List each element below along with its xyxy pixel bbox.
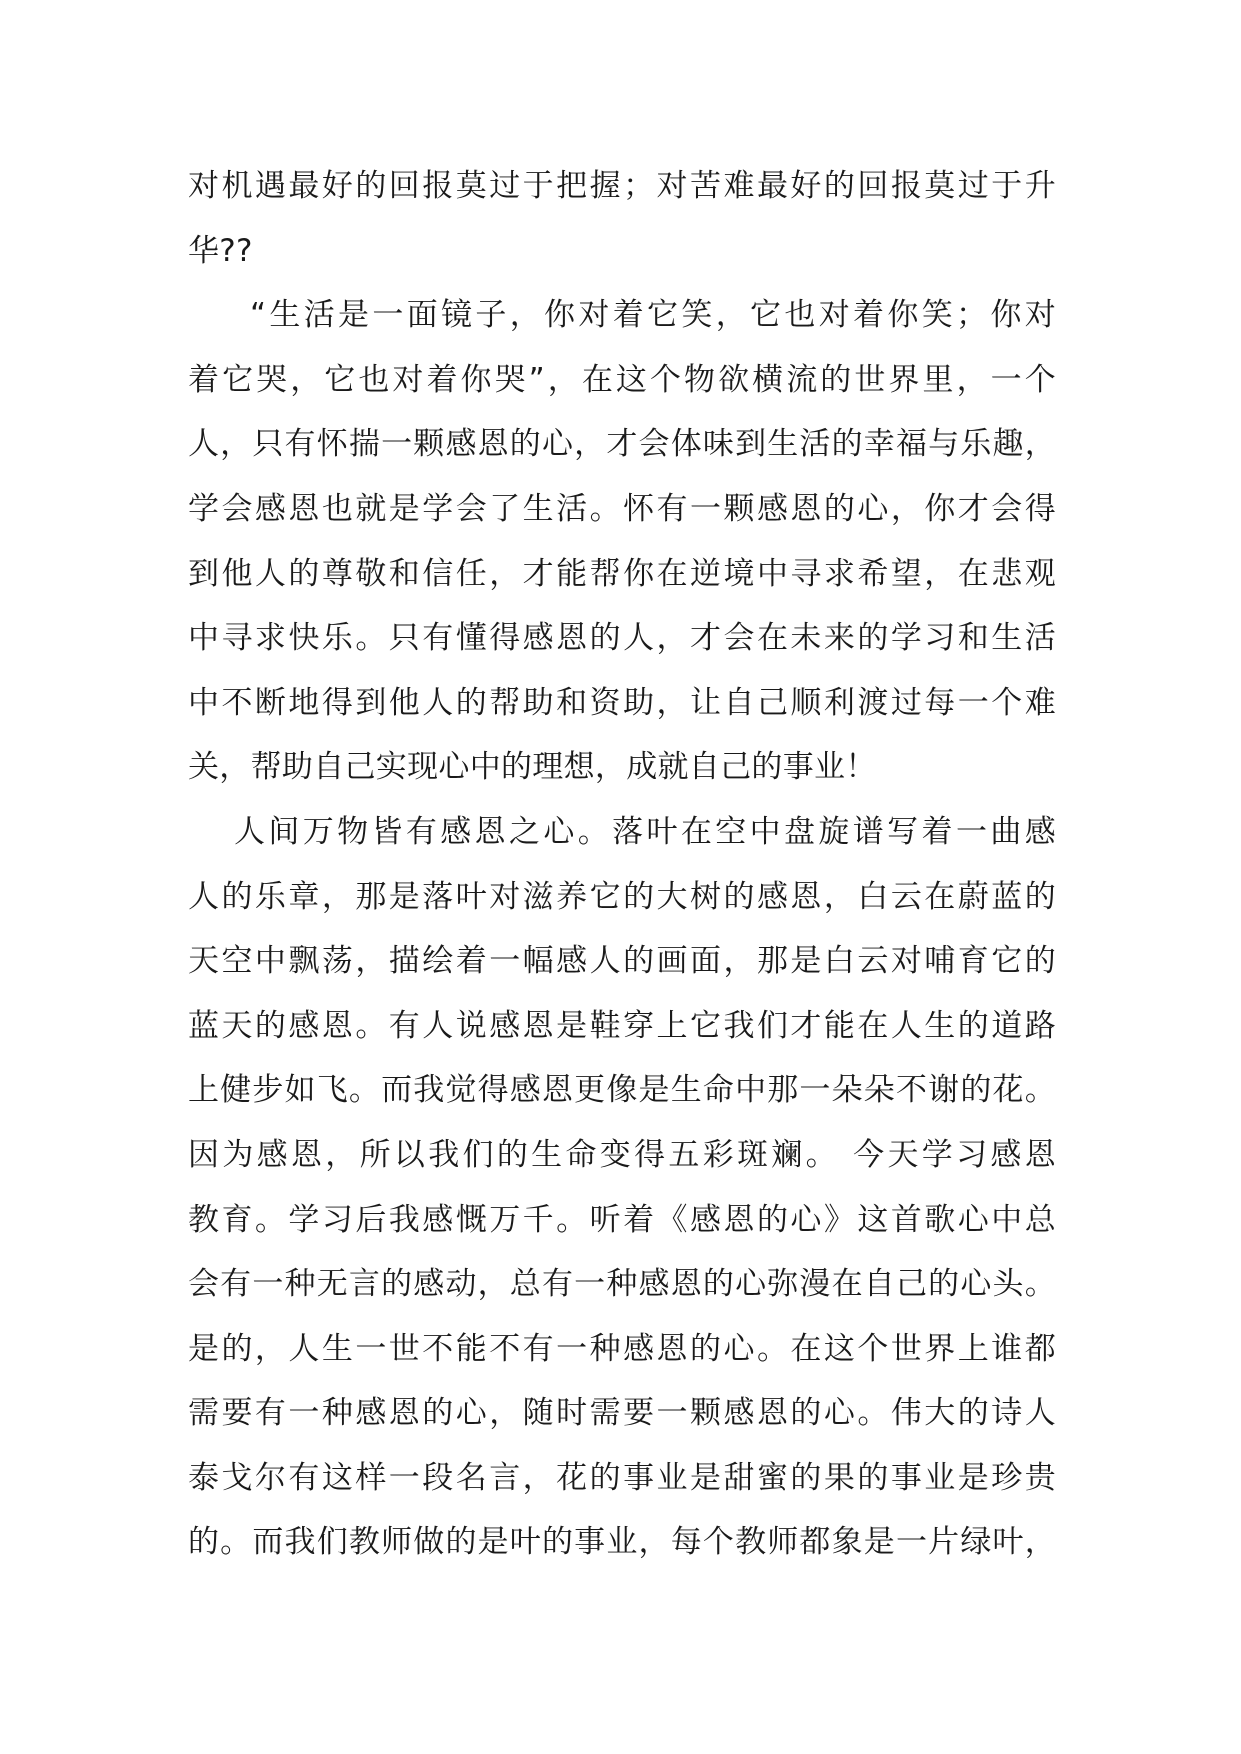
text-line: 是的，人生一世不能不有一种感恩的心。在这个世界上谁都: [188, 1330, 1056, 1367]
paragraph-first-line: 人间万物皆有感恩之心。落叶在空中盘旋谱写着一曲感: [234, 813, 1056, 850]
text-line: 需要有一种感恩的心，随时需要一颗感恩的心。伟大的诗人: [188, 1395, 1056, 1432]
text-line: 人，只有怀揣一颗感恩的心，才会体味到生活的幸福与乐趣，: [188, 426, 1056, 463]
text-line: 泰戈尔有这样一段名言，花的事业是甜蜜的果的事业是珍贵: [188, 1459, 1056, 1496]
text-line: 会有一种无言的感动，总有一种感恩的心弥漫在自己的心头。: [188, 1266, 1056, 1303]
text-line: 教育。学习后我感慨万千。听着《感恩的心》这首歌心中总: [188, 1201, 1056, 1238]
document-body: [188, 154, 1056, 1575]
text-line: 蓝天的感恩。有人说感恩是鞋穿上它我们才能在人生的道路: [188, 1007, 1056, 1044]
text-line: 华??: [188, 232, 253, 269]
text-line: 着它哭，它也对着你哭”，在这个物欲横流的世界里，一个: [188, 361, 1056, 398]
text-line: 中不断地得到他人的帮助和资助，让自己顺利渡过每一个难: [188, 684, 1056, 721]
text-line: 关，帮助自己实现心中的理想，成就自己的事业！: [188, 749, 877, 786]
text-line: 对机遇最好的回报莫过于把握；对苦难最好的回报莫过于升: [188, 168, 1056, 204]
text-line: 因为感恩，所以我们的生命变得五彩斑斓。 今天学习感恩: [188, 1136, 1056, 1173]
text-line: 人的乐章，那是落叶对滋养它的大树的感恩，白云在蔚蓝的: [188, 878, 1056, 915]
text-line: 到他人的尊敬和信任，才能帮你在逆境中寻求希望，在悲观: [188, 555, 1056, 592]
text-line: 上健步如飞。而我觉得感恩更像是生命中那一朵朵不谢的花。: [188, 1072, 1056, 1109]
text-line: 学会感恩也就是学会了生活。怀有一颗感恩的心，你才会得: [188, 490, 1056, 527]
text-line: 中寻求快乐。只有懂得感恩的人，才会在未来的学习和生活: [188, 620, 1056, 657]
paragraph-first-line: “生活是一面镜子，你对着它笑，它也对着你笑；你对: [250, 297, 1056, 334]
text-line: 天空中飘荡，描绘着一幅感人的画面，那是白云对哺育它的: [188, 943, 1056, 980]
text-line: 的。而我们教师做的是叶的事业，每个教师都象是一片绿叶，: [188, 1524, 1056, 1561]
